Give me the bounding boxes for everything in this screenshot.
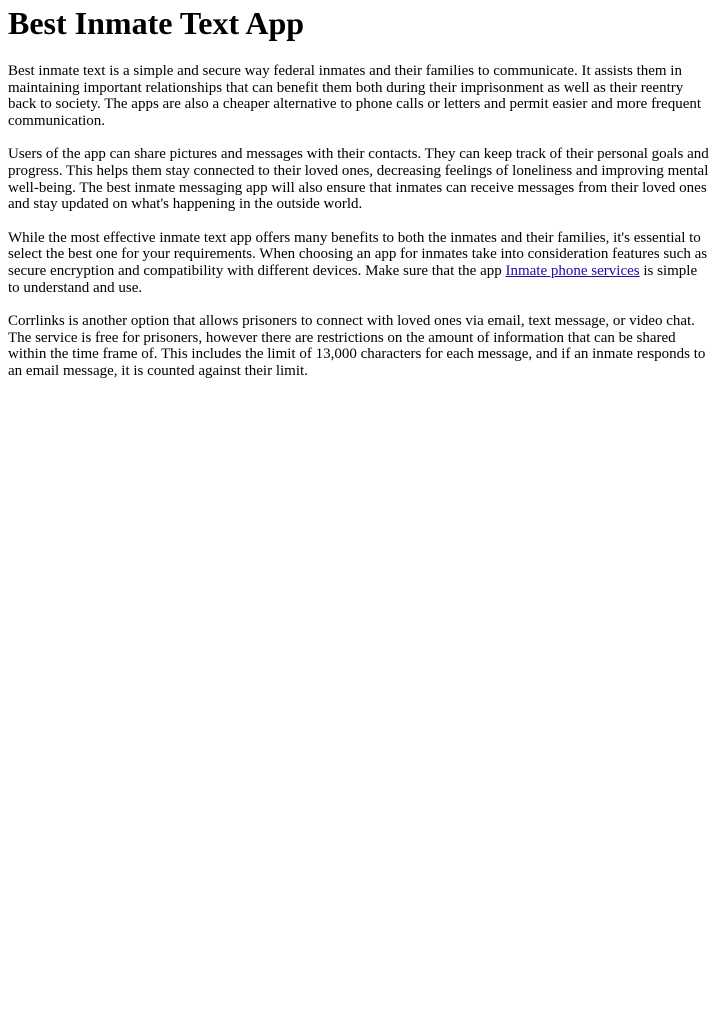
paragraph-choosing xyxy=(8,230,712,296)
page-title: Best Inmate Text App xyxy=(8,5,305,41)
paragraph-features: Users of the app can share pictures and messages with their contacts. They can keep track of their personal goals and progress. This helps them stay connected to their loved ones, decreasing feelings of loneliness and improving mental well-being. The best inmate messaging app will also ensure that inmates can receive messages from their loved ones and stay updated on what's happening in the outside world. xyxy=(8,146,709,213)
article xyxy=(0,5,720,380)
paragraph-corrlinks: Corrlinks is another option that allows prisoners to connect with loved ones via email, text message, or video chat. The service is free for prisoners, however there are restrictions on the amount of information that can be shared within the time frame of. This includes the limit of 13,000 characters for each message, and if an inmate responds to an email message, it is counted against their limit. xyxy=(8,313,706,379)
inmate-phone-services-link[interactable]: Inmate phone services xyxy=(505,262,640,279)
paragraph-intro: Best inmate text is a simple and secure way federal inmates and their families to communicate. It assists them in maintaining important relationships that can benefit them both during their imprisonment as well as their reentry back to society. The apps are also a cheaper alternative to phone calls or letters and permit easier and more frequent communication. xyxy=(8,63,702,129)
paragraph-choosing-text-before: While the most effective inmate text app offers many benefits to both the inmates and their families, it's essential to select the best one for your requirements. When choosing an app for inmates take into consideration features such as secure encryption and compatibility with different devices. Make sure that the app xyxy=(8,229,708,279)
paragraph-choosing-text-after: is simple to understand and use. xyxy=(8,262,698,296)
